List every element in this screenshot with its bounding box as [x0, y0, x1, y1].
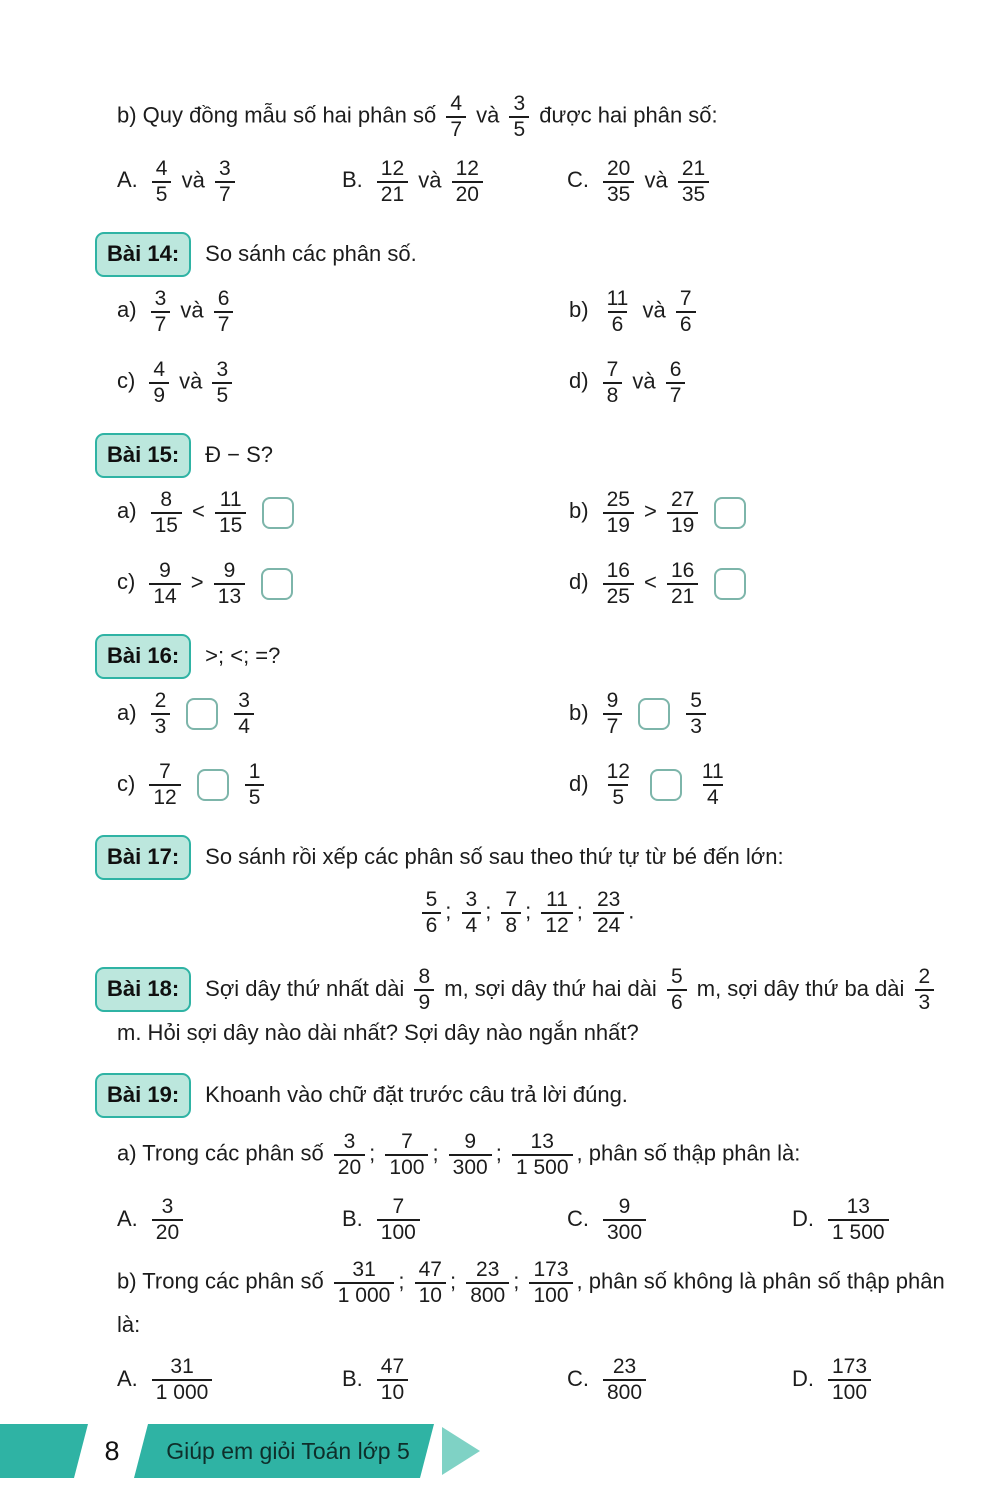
text-run: và — [175, 167, 211, 193]
fraction-denominator: 6 — [676, 311, 696, 337]
text-run: và — [470, 102, 506, 128]
fraction — [446, 92, 466, 141]
fraction-numerator: 8 — [418, 965, 431, 989]
fraction-denominator: 800 — [466, 1282, 509, 1308]
item-label: b) — [569, 498, 589, 524]
answer-box[interactable] — [714, 497, 746, 529]
fraction — [603, 689, 623, 738]
fraction — [152, 1195, 183, 1244]
fraction — [149, 559, 180, 608]
bai-18 — [95, 963, 957, 1049]
fraction-numerator: 3 — [218, 157, 231, 181]
fraction-numerator: 12 — [380, 157, 405, 181]
fraction-denominator: 1 500 — [512, 1154, 573, 1180]
fraction-numerator: 173 — [533, 1258, 569, 1282]
fraction-numerator: 6 — [669, 358, 682, 382]
fraction-numerator: 47 — [418, 1258, 442, 1282]
fraction-numerator: 27 — [671, 488, 695, 512]
fraction — [501, 888, 521, 937]
fraction-denominator: 100 — [529, 1282, 572, 1308]
item-label: d) — [569, 569, 589, 595]
fraction-denominator: 19 — [667, 512, 698, 538]
fraction-denominator: 7 — [215, 181, 235, 207]
item-label: d) — [569, 770, 589, 796]
fraction — [698, 760, 728, 809]
fraction-numerator: 5 — [425, 888, 438, 912]
text-run: ; — [525, 898, 538, 924]
fraction-numerator: 7 — [392, 1195, 405, 1219]
answer-box[interactable] — [261, 568, 293, 600]
fraction-numerator: 173 — [832, 1355, 868, 1379]
fraction — [334, 1130, 365, 1179]
exercise-item — [117, 356, 569, 409]
item-label: b) — [569, 699, 589, 725]
fraction — [603, 1355, 646, 1404]
fraction-numerator: 23 — [476, 1258, 500, 1282]
fraction — [828, 1195, 889, 1244]
text-run: và — [638, 167, 674, 193]
page-footer — [0, 1424, 500, 1478]
fraction-denominator: 100 — [385, 1154, 428, 1180]
fraction — [541, 888, 572, 937]
bai-15-items — [95, 486, 957, 610]
exercise-badge: Bài 18: — [95, 967, 191, 1012]
fraction-numerator: 4 — [450, 92, 463, 115]
fraction-denominator: 24 — [593, 912, 624, 938]
fraction-denominator: 12 — [541, 912, 572, 938]
exercise-item — [569, 758, 957, 811]
fraction-denominator: 9 — [149, 382, 169, 408]
item-label: a) — [117, 699, 137, 725]
fraction — [234, 689, 254, 738]
fraction-denominator: 20 — [334, 1154, 365, 1180]
item-label: a) — [117, 297, 137, 323]
exercise-item — [569, 356, 957, 409]
fraction — [212, 358, 232, 407]
fraction — [385, 1130, 428, 1179]
fraction-denominator: 10 — [415, 1282, 446, 1308]
fraction — [603, 287, 633, 336]
text-run: ; — [449, 1268, 463, 1294]
fraction-numerator: 13 — [846, 1195, 870, 1219]
answer-option — [117, 155, 342, 208]
fraction — [151, 689, 171, 738]
text-run: > — [637, 498, 663, 524]
fraction-numerator: 11 — [546, 888, 568, 912]
text-run: Đ − S? — [205, 442, 274, 468]
option-label: B. — [342, 1205, 363, 1231]
fraction-numerator: 9 — [159, 559, 171, 583]
text-run: ; — [445, 898, 458, 924]
fraction-numerator: 11 — [219, 488, 242, 512]
fraction-denominator: 100 — [377, 1219, 420, 1245]
text-run: ; — [495, 1140, 508, 1166]
fraction-numerator: 9 — [223, 559, 236, 583]
answer-option — [342, 1193, 567, 1246]
fraction-numerator: 3 — [161, 1195, 174, 1219]
fraction-numerator: 3 — [343, 1130, 356, 1154]
option-label: A. — [117, 1365, 138, 1391]
text-run: So sánh các phân số. — [205, 241, 417, 267]
fraction — [149, 760, 180, 809]
fraction — [915, 965, 935, 1014]
fraction-numerator: 3 — [238, 689, 250, 713]
fraction-numerator: 7 — [679, 287, 692, 311]
fraction-numerator: 8 — [160, 488, 173, 512]
exercise-title — [117, 965, 938, 1046]
text-run: m. Hỏi sợi dây nào dài nhất? Sợi dây nào ngắn nhất? — [117, 1020, 639, 1046]
bai-19a-question — [95, 1128, 957, 1181]
fraction — [149, 358, 169, 407]
answer-box[interactable] — [714, 568, 746, 600]
text-run: ; — [398, 1268, 411, 1294]
fraction-numerator: 3 — [465, 888, 478, 912]
fraction-denominator: 6 — [608, 311, 628, 337]
text-run: < — [185, 498, 211, 524]
item-label: a) — [117, 498, 137, 524]
fraction-denominator: 25 — [603, 583, 634, 609]
fraction-numerator: 12 — [606, 760, 630, 784]
fraction-denominator: 15 — [215, 512, 246, 538]
exercise-badge: Bài 16: — [95, 634, 191, 679]
option-label: C. — [567, 1365, 589, 1391]
fraction-numerator: 23 — [596, 888, 621, 912]
fraction — [686, 689, 706, 738]
fraction-denominator: 5 — [509, 116, 529, 142]
fraction — [152, 157, 172, 206]
text-run: Sợi dây thứ nhất dài — [205, 975, 411, 1001]
option-label: A. — [117, 1205, 138, 1231]
fraction-denominator: 1 000 — [334, 1282, 395, 1308]
text-run: ; — [485, 898, 498, 924]
fraction-denominator: 3 — [686, 713, 706, 739]
fraction-numerator: 3 — [513, 92, 526, 115]
fraction — [667, 965, 687, 1014]
fraction-numerator: 9 — [464, 1130, 477, 1154]
text-run: b) Trong các phân số — [117, 1268, 330, 1294]
fraction — [603, 760, 634, 809]
option-label: B. — [342, 1365, 363, 1391]
answer-box[interactable] — [197, 769, 229, 801]
text-run: >; <; =? — [205, 643, 281, 669]
fraction — [214, 559, 245, 608]
fraction — [667, 488, 698, 537]
fraction — [449, 1130, 492, 1179]
text-run: và — [636, 297, 672, 323]
fraction-denominator: 7 — [151, 311, 171, 337]
fraction-denominator: 7 — [446, 116, 466, 142]
text-run: ; — [432, 1140, 445, 1166]
exercise-title — [205, 442, 273, 467]
fraction-denominator: 19 — [603, 512, 634, 538]
book-series-title: Giúp em giỏi Toán lớp 5 — [166, 1438, 410, 1464]
exercise-badge: Bài 17: — [95, 835, 191, 880]
fraction-numerator: 7 — [159, 760, 171, 784]
answer-box[interactable] — [186, 698, 218, 730]
bai-19b-choices — [95, 1353, 957, 1406]
fraction-denominator: 8 — [501, 912, 521, 938]
exercise-title — [205, 241, 417, 266]
fraction — [215, 157, 235, 206]
fraction-numerator: 4 — [153, 358, 166, 382]
quy-dong-choices — [95, 155, 957, 208]
text-run: > — [184, 569, 210, 595]
fraction-denominator: 5 — [245, 784, 265, 810]
exercise-item — [117, 557, 569, 610]
fraction-numerator: 2 — [918, 965, 931, 989]
fraction — [452, 157, 483, 206]
text-run: được hai phân số: — [533, 102, 718, 128]
bai-14-items — [95, 285, 957, 409]
answer-box[interactable] — [638, 698, 670, 730]
text-run: và — [626, 368, 662, 394]
fraction — [466, 1258, 509, 1307]
exercise-item — [569, 687, 957, 740]
fraction — [603, 358, 623, 407]
option-label: A. — [117, 167, 138, 193]
answer-option — [567, 1353, 792, 1406]
fraction — [593, 888, 624, 937]
fraction-denominator: 100 — [828, 1379, 871, 1405]
fraction-denominator: 10 — [377, 1379, 408, 1405]
fraction — [603, 1195, 646, 1244]
fraction — [667, 559, 698, 608]
fraction — [377, 1355, 408, 1404]
bai-17-list — [95, 886, 957, 939]
text-run: , phân số không là phân số thập phân là: — [117, 1268, 945, 1338]
item-label: c) — [117, 770, 136, 796]
exercise-title — [205, 1082, 628, 1107]
page-number: 8 — [104, 1436, 120, 1466]
fraction-numerator: 5 — [690, 689, 702, 713]
fraction-denominator: 8 — [603, 382, 623, 408]
answer-option — [792, 1193, 893, 1246]
answer-option — [117, 1353, 342, 1406]
fraction-denominator: 800 — [603, 1379, 646, 1405]
answer-option — [117, 1193, 342, 1246]
bai-19a-choices — [95, 1193, 957, 1246]
text-run: , phân số thập phân là: — [576, 1140, 801, 1166]
text-run: Khoanh vào chữ đặt trước câu trả lời đúng. — [205, 1082, 628, 1108]
fraction — [214, 287, 234, 336]
fraction-numerator: 7 — [606, 358, 619, 382]
fraction — [415, 1258, 446, 1307]
bai-14 — [95, 232, 957, 277]
fraction-numerator: 13 — [530, 1130, 554, 1154]
fraction-numerator: 12 — [455, 157, 479, 181]
exercise-item — [569, 557, 957, 610]
item-label: c) — [117, 368, 136, 394]
option-label: C. — [567, 167, 589, 193]
fraction — [678, 157, 709, 206]
question-quy-dong — [95, 90, 957, 143]
fraction-numerator: 11 — [606, 287, 629, 311]
exercise-item — [569, 486, 957, 539]
fraction-numerator: 7 — [505, 888, 518, 912]
text-run: . — [628, 898, 635, 924]
bai-15 — [95, 433, 957, 478]
fraction-numerator: 11 — [701, 760, 724, 784]
fraction-numerator: 16 — [671, 559, 695, 583]
fraction — [676, 287, 696, 336]
fraction-numerator: 4 — [155, 157, 168, 181]
fraction-denominator: 5 — [152, 181, 172, 207]
fraction-denominator: 20 — [452, 181, 483, 207]
exercise-badge: Bài 19: — [95, 1073, 191, 1118]
answer-option — [567, 1193, 792, 1246]
fraction-numerator: 1 — [248, 760, 261, 784]
fraction-denominator: 20 — [152, 1219, 183, 1245]
fraction-numerator: 2 — [154, 689, 167, 713]
fraction-denominator: 4 — [234, 713, 254, 739]
fraction-numerator: 23 — [612, 1355, 637, 1379]
fraction-denominator: 14 — [149, 583, 180, 609]
fraction-numerator: 31 — [352, 1258, 376, 1282]
fraction-denominator: 5 — [212, 382, 232, 408]
fraction-denominator: 1 500 — [828, 1219, 889, 1245]
fraction-numerator: 47 — [380, 1355, 405, 1379]
fraction-numerator: 25 — [606, 488, 630, 512]
fraction — [603, 488, 634, 537]
fraction — [151, 488, 182, 537]
fraction-numerator: 16 — [606, 559, 630, 583]
fraction — [152, 1355, 213, 1404]
text-run: và — [412, 167, 448, 193]
option-label: B. — [342, 167, 363, 193]
fraction — [377, 1195, 420, 1244]
answer-option — [342, 1353, 567, 1406]
text-run: ; — [513, 1268, 526, 1294]
fraction — [666, 358, 686, 407]
bai-17 — [95, 835, 957, 880]
exercise-item — [569, 285, 957, 338]
bai-19b-question — [95, 1256, 957, 1341]
fraction-denominator: 35 — [678, 181, 709, 207]
fraction-denominator: 1 000 — [152, 1379, 213, 1405]
fraction-denominator: 4 — [462, 912, 482, 938]
exercise-item — [117, 687, 569, 740]
fraction — [215, 488, 246, 537]
fraction-numerator: 9 — [606, 689, 619, 713]
fraction-numerator: 20 — [607, 157, 631, 181]
fraction-numerator: 6 — [217, 287, 230, 311]
option-label: C. — [567, 1205, 589, 1231]
bai-16 — [95, 634, 957, 679]
fraction — [151, 287, 171, 336]
fraction-denominator: 5 — [608, 784, 628, 810]
exercise-item — [117, 285, 569, 338]
fraction — [509, 92, 529, 141]
answer-option — [342, 155, 567, 208]
fraction — [828, 1355, 871, 1404]
fraction-denominator: 35 — [603, 181, 634, 207]
answer-box[interactable] — [650, 769, 682, 801]
fraction — [334, 1258, 395, 1307]
fraction-numerator: 7 — [401, 1130, 413, 1154]
option-label: D. — [792, 1365, 814, 1391]
fraction — [414, 965, 434, 1014]
fraction-denominator: 7 — [603, 713, 623, 739]
fraction-denominator: 3 — [151, 713, 171, 739]
exercise-item — [117, 486, 569, 539]
fraction-denominator: 15 — [151, 512, 182, 538]
exercise-badge: Bài 14: — [95, 232, 191, 277]
fraction-denominator: 6 — [667, 989, 687, 1015]
fraction — [603, 559, 634, 608]
fraction-denominator: 9 — [414, 989, 434, 1015]
fraction — [245, 760, 265, 809]
bai-16-items — [95, 687, 957, 811]
item-label: b) — [569, 297, 589, 323]
fraction — [529, 1258, 572, 1307]
exercise-badge: Bài 15: — [95, 433, 191, 478]
fraction — [377, 157, 408, 206]
fraction-denominator: 21 — [377, 181, 408, 207]
fraction-denominator: 6 — [422, 912, 442, 938]
fraction-numerator: 3 — [154, 287, 167, 311]
option-label: D. — [792, 1205, 814, 1231]
bai-19 — [95, 1073, 957, 1118]
text-run: ; — [576, 898, 589, 924]
answer-option — [567, 155, 713, 208]
fraction-denominator: 300 — [603, 1219, 646, 1245]
text-run: và — [174, 297, 210, 323]
fraction-denominator: 4 — [703, 784, 723, 810]
exercise-item — [117, 758, 569, 811]
text-run: m, sợi dây thứ ba dài — [690, 975, 911, 1001]
text-run: So sánh rồi xếp các phân số sau theo thứ tự từ bé đến lớn: — [205, 844, 784, 870]
fraction-denominator: 21 — [667, 583, 698, 609]
exercise-title — [205, 643, 280, 668]
fraction-numerator: 5 — [670, 965, 683, 989]
fraction-denominator: 12 — [149, 784, 180, 810]
text-run: m, sợi dây thứ hai dài — [438, 975, 663, 1001]
text-run: a) Trong các phân số — [117, 1140, 330, 1166]
text-run: b) Quy đồng mẫu số hai phân số — [117, 102, 443, 128]
fraction-denominator: 300 — [449, 1154, 492, 1180]
fraction-denominator: 7 — [214, 311, 234, 337]
text-run: và — [173, 368, 209, 394]
fraction — [422, 888, 442, 937]
fraction-numerator: 21 — [681, 157, 706, 181]
item-label: c) — [117, 569, 136, 595]
fraction-numerator: 9 — [618, 1195, 631, 1219]
fraction-numerator: 31 — [170, 1355, 194, 1379]
fraction-denominator: 3 — [915, 989, 935, 1015]
fraction-denominator: 13 — [214, 583, 245, 609]
item-label: d) — [569, 368, 589, 394]
exercise-title — [205, 844, 783, 869]
fraction — [462, 888, 482, 937]
fraction-denominator: 7 — [666, 382, 686, 408]
fraction — [512, 1130, 573, 1179]
answer-box[interactable] — [262, 497, 294, 529]
fraction-numerator: 3 — [216, 358, 229, 382]
text-run: < — [637, 569, 663, 595]
fraction — [603, 157, 634, 206]
text-run: ; — [369, 1140, 382, 1166]
answer-option — [792, 1353, 875, 1406]
